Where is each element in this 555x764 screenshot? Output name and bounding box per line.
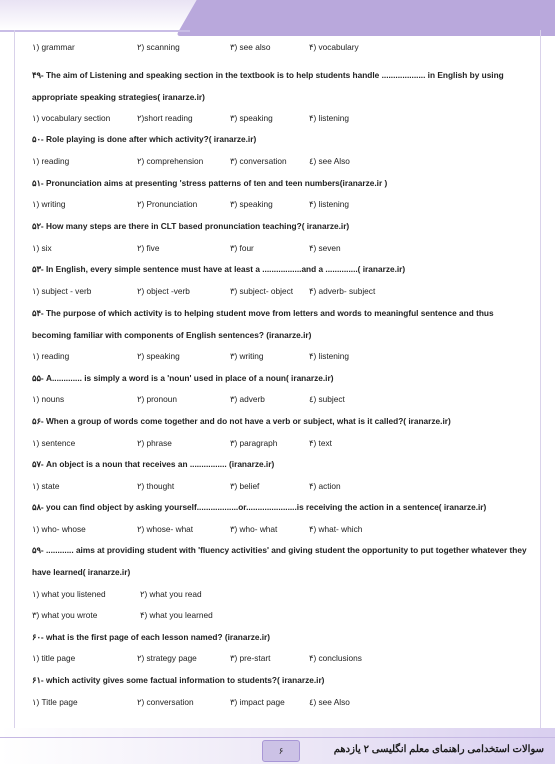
answer-option: ۱) state	[32, 481, 60, 491]
answer-option: ۲) conversation	[137, 697, 194, 707]
answer-option: ۱) reading	[32, 156, 70, 166]
answer-option: ۲) comprehension	[137, 156, 204, 166]
answer-option: ۳) paragraph	[230, 438, 278, 448]
answer-option: ۱) title page	[32, 653, 76, 663]
answer-option: ۳) see also	[230, 42, 271, 52]
answer-option: ۱) reading	[32, 351, 70, 361]
answer-option: ۲) scanning	[137, 42, 180, 52]
options-row	[32, 286, 532, 298]
options-row	[32, 156, 532, 168]
footer-line	[0, 737, 555, 738]
answer-option: ٤) see Also	[309, 156, 350, 166]
options-row	[32, 113, 532, 125]
answer-option: ۲) Pronunciation	[137, 199, 198, 209]
options-row	[32, 610, 532, 622]
options-row	[32, 697, 532, 709]
question-text: ۵۵- A............. is simply a word is a 'noun' used in place of a noun( iranarze.ir)	[32, 373, 334, 383]
options-row	[32, 438, 532, 450]
question-text: ۵۲- How many steps are there in CLT based pronunciation teaching?( iranarze.ir)	[32, 221, 350, 231]
question-text: ۴۹- The aim of Listening and speaking section in the textbook is to help students handle ................... in English by using appropriate speaking strategies( iranarze.ir)	[32, 70, 504, 102]
answer-option: ۱) grammar	[32, 42, 75, 52]
header-tab	[176, 0, 555, 36]
answer-option: ٤) subject	[309, 394, 345, 404]
answer-option: ۴) text	[309, 438, 332, 448]
answer-option: ۲) strategy page	[137, 653, 197, 663]
answer-option: ۱) subject - verb	[32, 286, 92, 296]
options-row	[32, 42, 532, 54]
answer-option: ۲) five	[137, 243, 160, 253]
answer-option: ۲) speaking	[137, 351, 180, 361]
answer-option: ۱) Title page	[32, 697, 78, 707]
answer-option: ۲) thought	[137, 481, 175, 491]
answer-option: ۳) speaking	[230, 199, 273, 209]
answer-option: ٤) see Also	[309, 697, 350, 707]
page-number: ۶	[262, 740, 300, 762]
answer-option: ۱) writing	[32, 199, 66, 209]
question-text: ۵۳- In English, every simple sentence must have at least a .................and a ..............( iranarze.ir)	[32, 264, 406, 274]
answer-option: ۴) conclusions	[309, 653, 362, 663]
answer-option: ۴) adverb- subject	[309, 286, 376, 296]
answer-option: ۳) belief	[230, 481, 260, 491]
answer-option: ۳) speaking	[230, 113, 273, 123]
right-border	[540, 30, 541, 728]
answer-option: ۴) listening	[309, 113, 349, 123]
answer-option: ۴) listening	[309, 199, 349, 209]
options-row	[32, 653, 532, 665]
question-text: ۵۶- When a group of words come together and do not have a verb or subject, what is it called?( iranarze.ir)	[32, 416, 451, 426]
answer-option: ۳) adverb	[230, 394, 265, 404]
question-text: ۵۸- you can find object by asking yourself..................or......................is receiving the action in a sentence( iranarze.ir)	[32, 502, 487, 512]
answer-option: ۱) sentence	[32, 438, 76, 448]
answer-option: ۱) who- whose	[32, 524, 86, 534]
answer-option: ۴) action	[309, 481, 341, 491]
question-text: ۵۷- An object is a noun that receives an ................ (iranarze.ir)	[32, 459, 275, 469]
options-row	[32, 199, 532, 211]
footer-title: سوالات استخدامی راهنمای معلم انگلیسی ۲ یازدهم	[333, 744, 544, 755]
answer-option: ۳) writing	[230, 351, 264, 361]
question-text: ۶۰- what is the first page of each lesson named? (iranarze.ir)	[32, 632, 271, 642]
answer-option: ۳) four	[230, 243, 254, 253]
options-row	[32, 243, 532, 255]
question-text: ۵۴- The purpose of which activity is to helping student move from letters and words to meaningful sentence and thus becoming familiar with components of English sentences? (iranarze.ir)	[32, 308, 494, 340]
answer-option: ۲) whose- what	[137, 524, 194, 534]
answer-option: ۴) listening	[309, 351, 349, 361]
answer-option: ۱) what you listened	[32, 589, 106, 599]
answer-option: ۴) what- which	[309, 524, 363, 534]
answer-option: ۴) vocabulary	[309, 42, 359, 52]
answer-option: ۱) six	[32, 243, 52, 253]
options-row	[32, 589, 532, 601]
answer-option: ۳) what you wrote	[32, 610, 98, 620]
answer-option: ۳) pre-start	[230, 653, 271, 663]
footer	[0, 728, 555, 764]
question-text: ۵۱- Pronunciation aims at presenting 'stress patterns of ten and teen numbers(iranarze.ir )	[32, 178, 388, 188]
answer-option: ۲) object -verb	[137, 286, 190, 296]
answer-option: ۳) conversation	[230, 156, 287, 166]
answer-option: ۲)short reading	[137, 113, 193, 123]
question-text: ۶۱- which activity gives some factual information to students?( iranarze.ir)	[32, 675, 325, 685]
answer-option: ۲) what you read	[140, 589, 202, 599]
left-border	[14, 30, 15, 728]
question-text: ۵۹- ............ aims at providing student with 'fluency activities' and giving student the opportunity to put together whatever they have learned( iranarze.ir)	[32, 545, 527, 577]
answer-option: ۴) seven	[309, 243, 341, 253]
options-row	[32, 524, 532, 536]
answer-option: ۳) who- what	[230, 524, 278, 534]
answer-option: ۱) nouns	[32, 394, 65, 404]
answer-option: ۲) pronoun	[137, 394, 177, 404]
options-row	[32, 481, 532, 493]
header-band	[0, 0, 555, 34]
answer-option: ۴) what you learned	[140, 610, 213, 620]
answer-option: ۱) vocabulary section	[32, 113, 111, 123]
answer-option: ۳) impact page	[230, 697, 285, 707]
answer-option: ۳) subject- object	[230, 286, 294, 296]
question-text: ۵۰- Role playing is done after which activity?( iranarze.ir)	[32, 134, 257, 144]
answer-option: ۲) phrase	[137, 438, 172, 448]
options-row	[32, 351, 532, 363]
options-row	[32, 394, 532, 406]
header-line	[0, 30, 190, 32]
